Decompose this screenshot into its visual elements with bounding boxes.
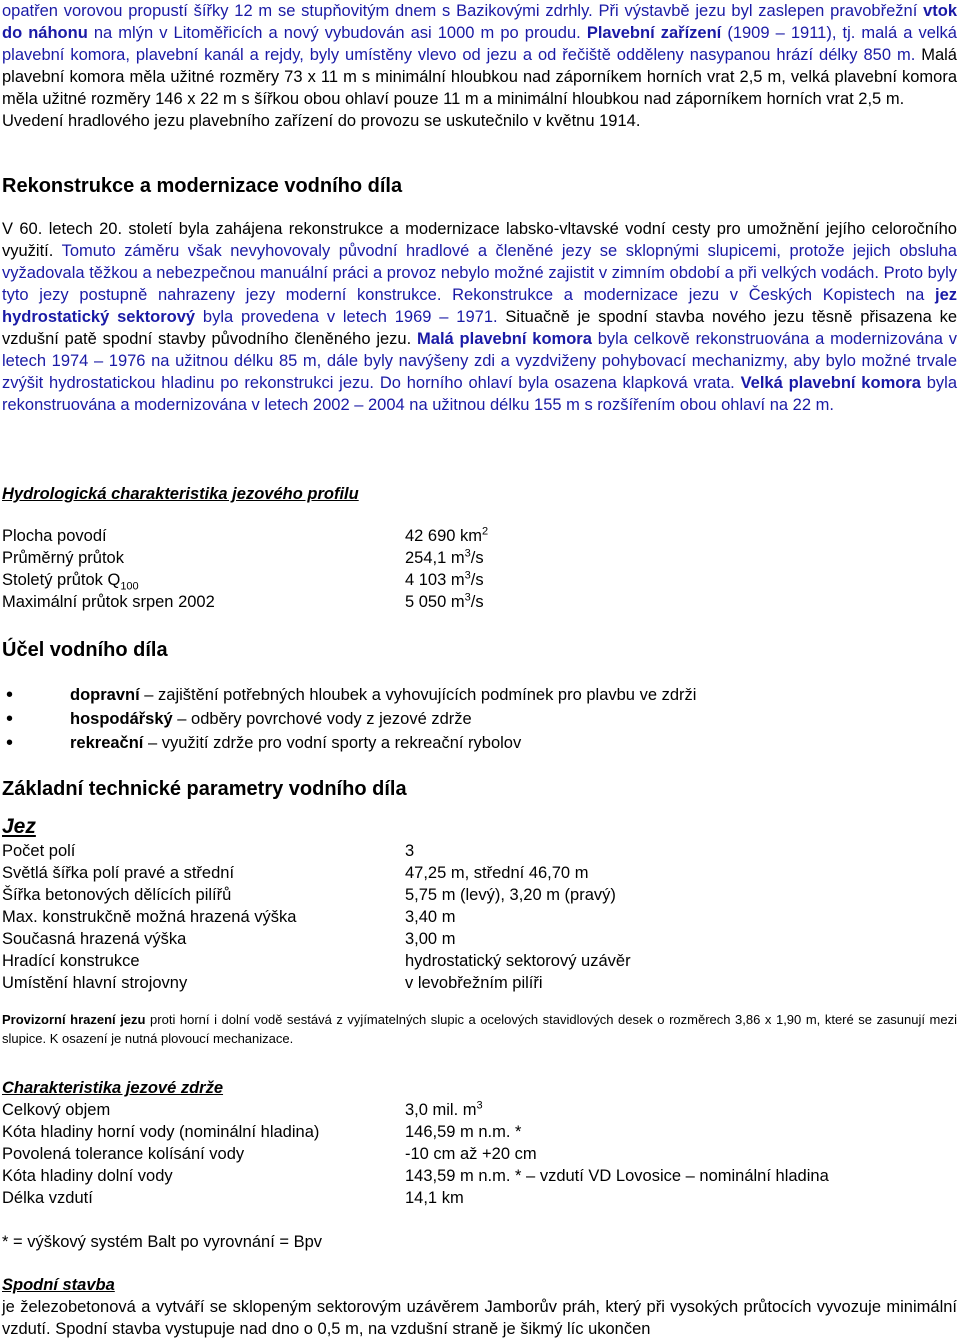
param-value: 3,00 m xyxy=(405,930,456,948)
hydro-unit: /s xyxy=(470,549,484,567)
param-row xyxy=(2,840,957,862)
reservoir-row xyxy=(2,1187,957,1209)
note-term: Provizorní hrazení jezu xyxy=(2,1012,146,1027)
intro-text-1: opatřen vorovou propustí šířky 12 m se stupňovitým dnem s Bazikovými zdrhly. xyxy=(2,2,599,20)
param-key: Současná hrazená výška xyxy=(2,930,187,948)
hydro-key: Průměrný průtok xyxy=(2,549,124,567)
hydro-sup: 2 xyxy=(482,525,489,538)
reservoir-key: Kóta hladiny horní vody (nominální hladina) xyxy=(2,1123,320,1141)
reservoir-section xyxy=(2,1077,957,1253)
reservoir-key: Povolená tolerance kolísání vody xyxy=(2,1145,245,1163)
hydro-value xyxy=(405,591,484,613)
recon-text-7: byla rekonstruována a modernizována v letech 2002 – 2004 na užitnou délku 155 m s rozšířením obou ohlaví na 22 m. xyxy=(2,374,957,414)
reservoir-value: -10 cm až +20 cm xyxy=(405,1145,537,1163)
hydrology-table xyxy=(2,525,957,613)
hydro-row xyxy=(2,547,957,569)
param-row xyxy=(2,972,957,994)
hydrology-section xyxy=(2,483,957,613)
params-section xyxy=(2,776,957,1048)
hydro-value xyxy=(405,525,488,547)
list-item xyxy=(2,731,957,755)
intro-text-2: Při výstavbě jezu byl zaslepen pravobřežní xyxy=(598,2,924,20)
param-row xyxy=(2,884,957,906)
reservoir-row xyxy=(2,1099,957,1121)
reservoir-table xyxy=(2,1099,957,1209)
intro-block xyxy=(2,0,957,132)
hydrology-heading: Hydrologická charakteristika jezového profilu xyxy=(2,485,359,503)
purpose-term: hospodářský xyxy=(70,710,173,728)
reconstruction-heading: Rekonstrukce a modernizace vodního díla xyxy=(2,175,403,197)
hydro-unit: /s xyxy=(470,593,484,611)
reservoir-row xyxy=(2,1143,957,1165)
reservoir-value: 14,1 km xyxy=(405,1189,464,1207)
recon-small-lock: Malá plavební komora xyxy=(417,330,592,348)
hydro-val: 4 103 m xyxy=(405,571,465,589)
param-key: Světlá šířka polí pravé a střední xyxy=(2,864,235,882)
purpose-term: rekreační xyxy=(70,734,144,752)
weir-heading: Jez xyxy=(2,815,36,838)
purpose-term: dopravní xyxy=(70,686,140,704)
param-row xyxy=(2,950,957,972)
hydro-sup: 3 xyxy=(464,591,471,604)
param-key: Max. konstrukčně možná hrazená výška xyxy=(2,908,297,926)
hydro-key: Plocha povodí xyxy=(2,527,107,545)
recon-text-4: byla provedena v letech 1969 – 1971. xyxy=(195,308,498,326)
hydro-val: 42 690 km xyxy=(405,527,483,545)
recon-text-1: V 60. letech 20. století byla zahájena rekonstrukce a modernizace labsko-vltavské vodní cesty pro umožnění jejího celoročního využití. xyxy=(2,220,957,260)
param-value: 47,25 m, střední 46,70 m xyxy=(405,864,589,882)
intro-text-4: (1909 – 1911), tj. malá a velká plavební komora, plavební kanál a rejdy, byly umístěny vlevo od jezu a od řečiště odděleny nasypanou hrází délky 850 m. xyxy=(2,24,957,64)
reconstruction-section xyxy=(2,173,957,416)
recon-text-3: Rekonstrukce a modernizace jezu v Českých Kopistech na xyxy=(441,286,935,304)
param-value: v levobřežním pilíři xyxy=(405,974,543,992)
lower-structure-text: je železobetonová a vytváří se sklopeným sektorovým uzávěrem Jamborův práh, který při vysokých průtocích vyvozuje minimální vzdutí. Spodní stavba vystupuje nad dno o 0,5 m, na vzdušní straně je šikmý líc ukončen xyxy=(2,1298,957,1338)
reservoir-sup: 3 xyxy=(476,1099,483,1112)
hydro-row xyxy=(2,525,957,547)
reconstruction-paragraph xyxy=(2,218,957,416)
weir-table xyxy=(2,840,957,994)
hydro-value xyxy=(405,547,484,569)
param-key: Šířka betonových dělících pilířů xyxy=(2,886,232,904)
hydro-val: 5 050 m xyxy=(405,593,465,611)
hydro-row xyxy=(2,569,957,591)
purpose-desc: – odběry povrchové vody z jezové zdrže xyxy=(172,710,472,728)
hydro-row xyxy=(2,591,957,613)
param-row xyxy=(2,928,957,950)
intro-paragraph xyxy=(2,0,957,110)
lower-structure-section xyxy=(2,1274,957,1340)
reservoir-val: 3,0 mil. m xyxy=(405,1101,477,1119)
purpose-heading: Účel vodního díla xyxy=(2,639,168,661)
list-item xyxy=(2,707,957,731)
intro-commissioning: Uvedení hradlového jezu plavebního zařízení do provozu se uskutečnilo v květnu 1914. xyxy=(2,112,641,130)
hydro-unit: /s xyxy=(470,571,484,589)
hydro-value xyxy=(405,569,484,591)
param-value: 3,40 m xyxy=(405,908,456,926)
purpose-list xyxy=(2,683,957,755)
hydro-sub: 100 xyxy=(120,580,139,593)
hydro-sup: 3 xyxy=(464,569,471,582)
params-heading: Základní technické parametry vodního díla xyxy=(2,778,407,800)
reservoir-key: Celkový objem xyxy=(2,1101,111,1119)
recon-text-2: Tomuto záměru však nevyhovovaly původní hradlové a členěné jezy se sklopnými slupicemi, protože jejich obsluha vyžadovala těžkou a nebezpečnou manuální práci a provoz nebylo možné zajistit v zimním období a při velkých vodách. Proto byly tyto jezy postupně nahrazeny jezy moderní konstrukce. xyxy=(2,242,957,304)
purpose-section xyxy=(2,637,957,755)
lower-structure-heading: Spodní stavba xyxy=(2,1276,115,1294)
param-row xyxy=(2,906,957,928)
param-key: Počet polí xyxy=(2,842,76,860)
reservoir-heading: Charakteristika jezové zdrže xyxy=(2,1079,224,1097)
intro-inlet: vtok do náhonu xyxy=(2,2,958,42)
intro-text-3: na mlýn v Litoměřicích a nový vybudován asi 1000 m po proudu. xyxy=(87,24,587,42)
intro-text-5: Malá plavební komora měla užitné rozměry 73 x 11 m s minimální hloubkou nad záporníkem horních vrat 2,5 m, velká plavební komora měla užitné rozměry 146 x 22 m s šířkou obou ohlaví pouze 11 m a minimální hloubkou nad záporníkem horních vrat 2,5 m. xyxy=(2,46,957,108)
recon-large-lock: Velká plavební komora xyxy=(740,374,921,392)
reservoir-row xyxy=(2,1121,957,1143)
hydro-key xyxy=(2,569,405,591)
provisional-closure-note xyxy=(2,1010,957,1048)
intro-navigation: Plavební zařízení xyxy=(586,24,722,42)
param-value: 3 xyxy=(405,842,415,860)
param-value: 5,75 m (levý), 3,20 m (pravý) xyxy=(405,886,616,904)
purpose-desc: – zajištění potřebných hloubek a vyhovujících podmínek pro plavbu ve zdrži xyxy=(139,686,697,704)
hydro-val: 254,1 m xyxy=(405,549,465,567)
recon-text-6: byla celkově rekonstruována a modernizována v letech 1974 – 1976 na užitnou délku 85 m, dále byly navýšeny zdi a vyzdviženy pohybovací mechanizmy, aby bylo možné trvale zvýšit hydrostatickou hladinu po rekonstrukci jezu. Do horního ohlaví byla osazena klapková vrata. xyxy=(2,330,958,392)
hydro-key: Maximální průtok srpen 2002 xyxy=(2,593,215,611)
list-item xyxy=(2,683,957,707)
purpose-desc: – využití zdrže pro vodní sporty a rekreační rybolov xyxy=(143,734,522,752)
reservoir-key: Kóta hladiny dolní vody xyxy=(2,1167,173,1185)
height-system-footnote: * = výškový systém Balt po vyrovnání = Bpv xyxy=(2,1233,323,1251)
reservoir-value: 146,59 m n.m. * xyxy=(405,1123,522,1141)
reservoir-value xyxy=(405,1099,483,1121)
param-key: Umístění hlavní strojovny xyxy=(2,974,188,992)
param-row xyxy=(2,862,957,884)
hydro-key-text: Stoletý průtok Q xyxy=(2,571,121,589)
recon-weir-type: jez hydrostatický sektorový xyxy=(2,286,957,326)
param-value: hydrostatický sektorový uzávěr xyxy=(405,952,631,970)
reservoir-value: 143,59 m n.m. * – vzdutí VD Lovosice – nominální hladina xyxy=(405,1167,829,1185)
note-text: proti horní i dolní vodě sestává z vyjímatelných slupic a ocelových stavidlových desek o rozměrech 3,86 x 1,90 m, které se zasunují mezi slupice. K osazení je nutná plovoucí mechanizace. xyxy=(2,1012,957,1046)
param-key: Hradící konstrukce xyxy=(2,952,140,970)
reservoir-row xyxy=(2,1165,957,1187)
reservoir-key: Délka vzdutí xyxy=(2,1189,93,1207)
hydro-sup: 3 xyxy=(464,547,471,560)
recon-text-5: Situačně je spodní stavba nového jezu těsně přisazena ke vzdušní patě spodní stavby původního členěného jezu. xyxy=(2,308,957,348)
